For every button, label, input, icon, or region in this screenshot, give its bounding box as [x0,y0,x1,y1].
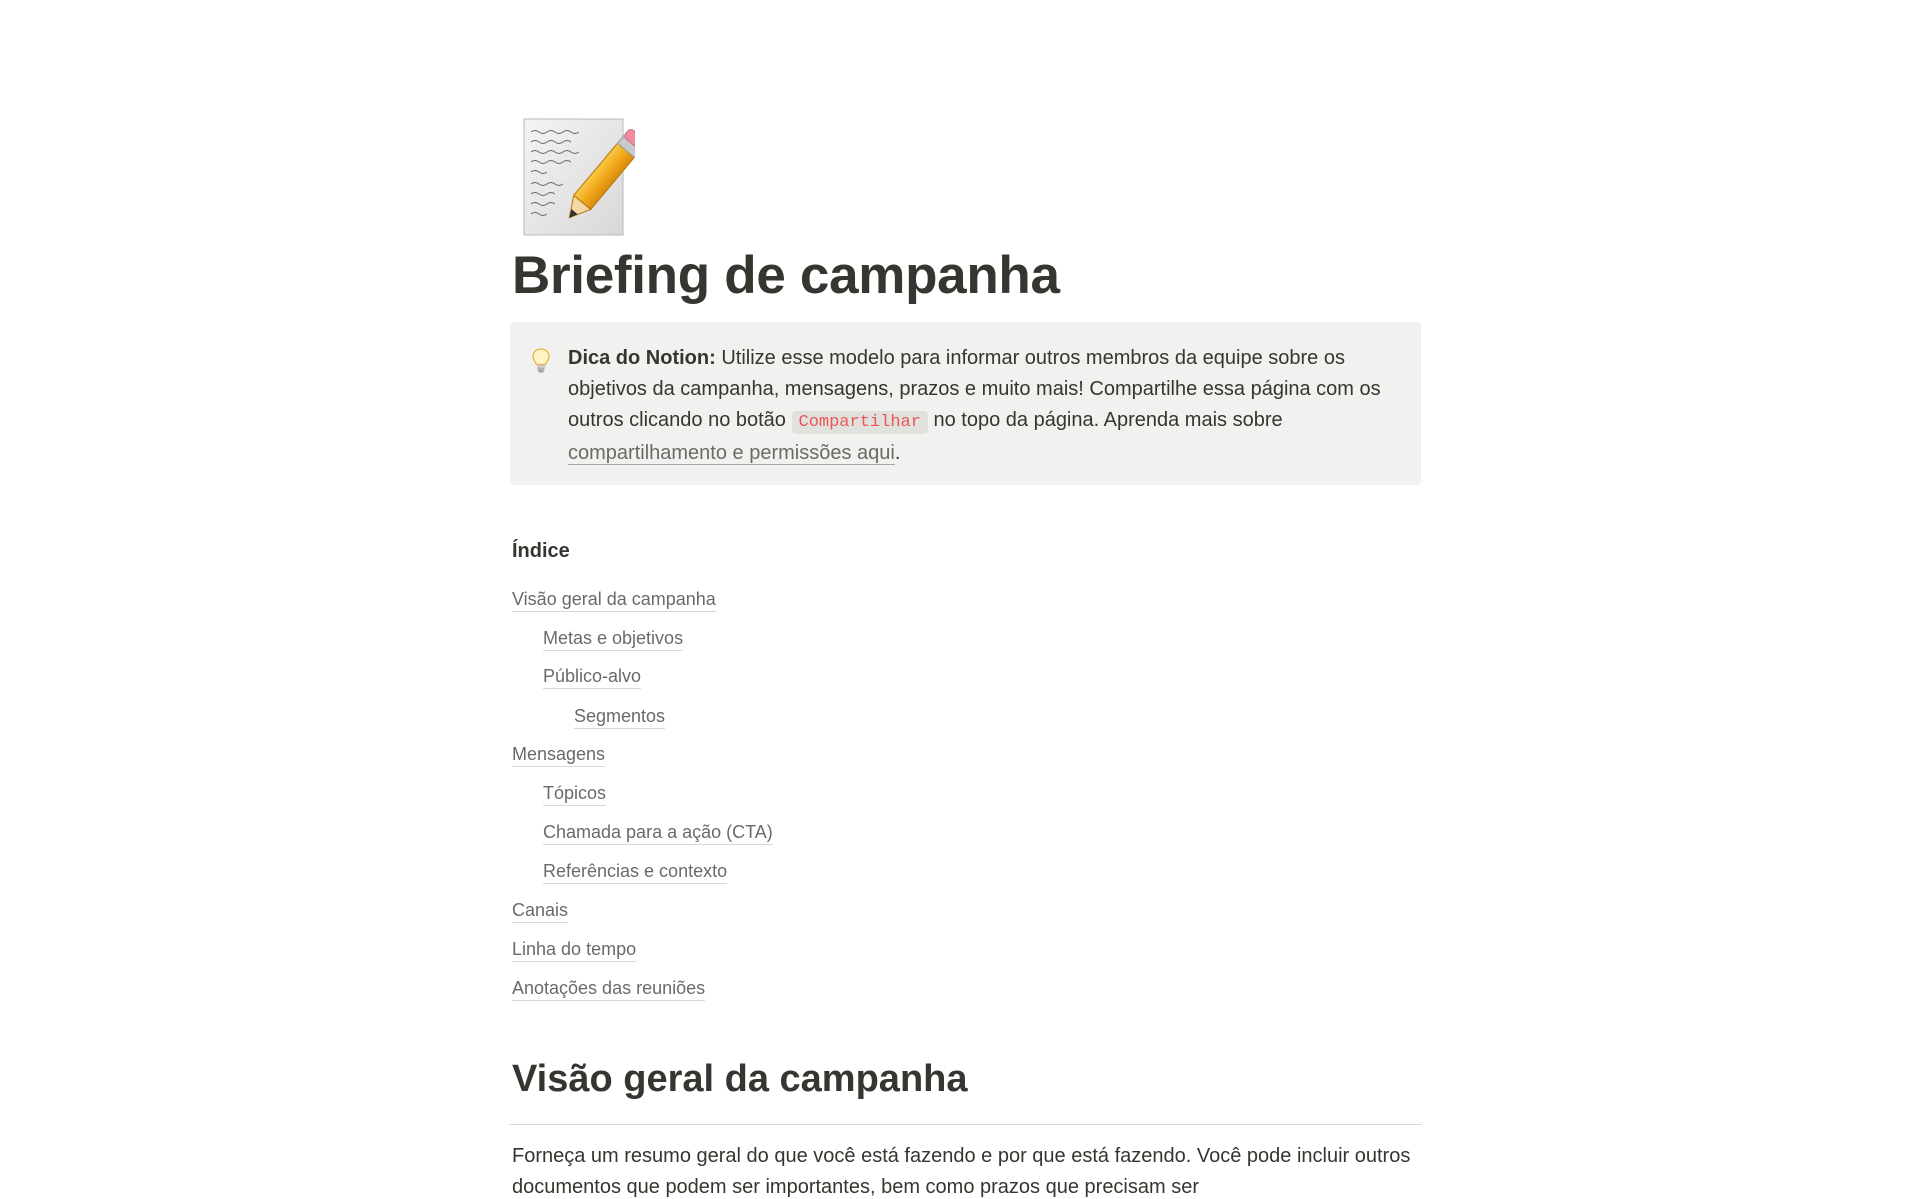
callout-bold-label: Dica do Notion: [568,347,716,369]
section-heading-visao-geral[interactable]: Visão geral da campanha [512,1058,968,1100]
light-bulb-icon [530,346,552,376]
divider [509,1124,1422,1125]
toc-item-linha-tempo[interactable]: Linha do tempo [512,937,636,962]
toc-heading: Índice [512,540,570,562]
memo-icon[interactable] [523,118,635,236]
toc-item-anotacoes[interactable]: Anotações das reuniões [512,976,705,1001]
callout-text-part-1: Utilize esse modelo para informar outros membros da equipe sobre os objetivos da campanha, mensagens, prazos e muito mais! Compartilhe essa página com os outros clicando no botão [568,347,1381,431]
toc-item-cta[interactable]: Chamada para a ação (CTA) [543,820,773,845]
toc-item-canais[interactable]: Canais [512,898,568,923]
callout-text [568,343,1398,469]
sharing-permissions-link[interactable]: compartilhamento e permissões aqui [568,442,895,464]
toc-item-mensagens[interactable]: Mensagens [512,742,605,767]
toc-item-metas-objetivos[interactable]: Metas e objetivos [543,626,683,651]
section-body-text[interactable]: Forneça um resumo geral do que você está fazendo e por que está fazendo. Você pode incluir outros documentos que podem ser importantes, bem como prazos que precisam ser [512,1145,1411,1198]
toc-item-referencias[interactable]: Referências e contexto [543,859,727,884]
callout-text-part-3: . [894,442,901,464]
toc-item-segmentos[interactable]: Segmentos [574,704,665,729]
notion-tip-callout [510,322,1421,485]
inline-code-compartilhar: Compartilhar [792,411,928,434]
callout-text-part-2: no topo da página. Aprenda mais sobre [927,409,1283,431]
toc-item-visao-geral[interactable]: Visão geral da campanha [512,587,716,612]
toc-item-topicos[interactable]: Tópicos [543,781,606,806]
page-title[interactable]: Briefing de campanha [512,246,1060,305]
toc-item-publico-alvo[interactable]: Público-alvo [543,664,641,689]
